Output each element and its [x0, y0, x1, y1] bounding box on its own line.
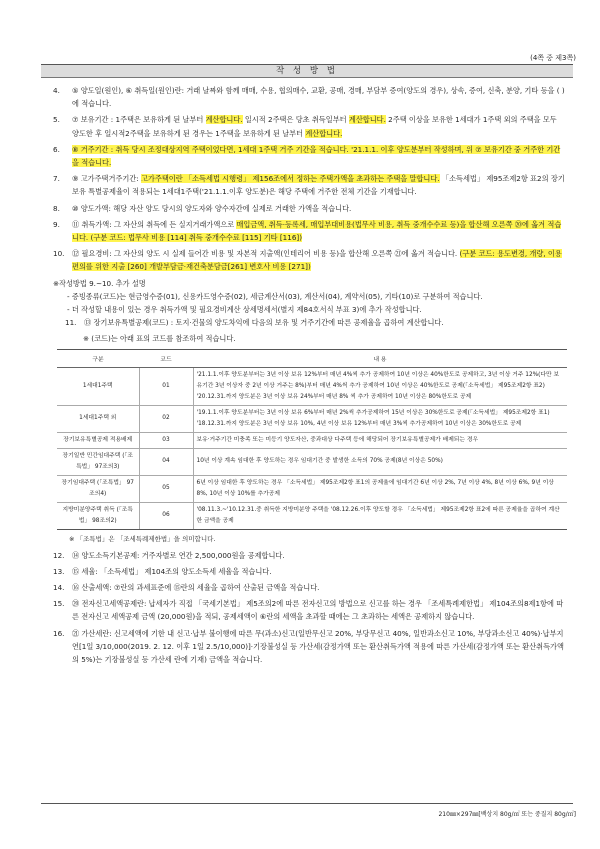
table-footnote: ※ 「조특법」은 「조세특례제한법」을 의미합니다. — [69, 534, 216, 543]
item-text: ⑬ 장기보유특별공제(코드) : 토지·건물의 양도차익에 다음의 보유 및 거주기간에 따른 공제율을 곱하여 계산합니다. — [84, 318, 444, 328]
content-cell: '08.11.3.~'10.12.31.중 취득한 지방미분양 주택을 '08.12.26.이후 양도할 경우 「소득세법」 제95조제2항 표2에 따른 공제율을 곱하여 계산한 금액을 공제 — [193, 502, 567, 529]
code-cell: 01 — [139, 367, 193, 405]
paper-spec-footer: 210㎜×297㎜[백상지 80g/㎡ 또는 중질지 80g/㎡] — [438, 811, 576, 818]
table-row — [57, 405, 567, 432]
column-header-code: 코드 — [139, 349, 193, 367]
instruction-item — [53, 143, 565, 169]
category-cell: 장기일반 민간임대주택 (「조특법」 97조의3) — [57, 448, 139, 475]
item-number: 8. — [53, 203, 60, 213]
table-row — [57, 367, 567, 405]
item-text — [72, 202, 565, 215]
instruction-item — [53, 247, 565, 273]
item-number: 4. — [53, 86, 60, 95]
instructions-body — [41, 78, 573, 666]
item-number: 15. — [53, 599, 65, 609]
table-row — [57, 475, 567, 502]
code-cell: 04 — [139, 448, 193, 475]
page-number: (4쪽 중 제3쪽) — [530, 54, 576, 62]
content-cell: 6년 이상 임대한 후 양도하는 경우 「소득세법」 제95조제2항 표1의 공제율에 임대기간 6년 이상 2%, 7년 이상 4%, 8년 이상 6%, 9년 이상 8%, 10년 이상 10%를 추가공제 — [193, 475, 567, 502]
instruction-item — [53, 113, 565, 139]
item-text-part: ⑤ 양도일(원인), ⑥ 취득일(원인)란: 거래 날짜와 함께 매매, 수용, 협의매수, 교환, 공매, 경매, 부담부 증여(양도의 경우), 상속, 증여, 신축, 분양, 기타 등을 ( )에 적습니다. — [72, 86, 565, 109]
item-number: 9. — [53, 219, 60, 229]
category-cell: 1세대1주택 외 — [57, 405, 139, 432]
highlighted-text: 계산합니다. — [305, 128, 343, 138]
instruction-item — [53, 549, 565, 562]
category-cell: 장기임대주택 (「조특법」 97조의4) — [57, 475, 139, 502]
instruction-item — [53, 202, 565, 215]
item-number: 14. — [53, 583, 65, 593]
extra-line-2: - 더 작성할 내용이 있는 경우 취득가액 및 필요경비계산 상세명세서(별지 제84호서식 부표 3)에 추가 작성합니다. — [67, 305, 422, 315]
content-cell: '19.1.1.이후 양도분부터는 3년 이상 보유 6%부터 매년 2%씩 추가공제하여 15년 이상은 30%한도로 공제(「소득세법」 제95조제2항 표1) '18.12.31.까지 양도분은 3년 이상 보유 10%, 4년 이상 보유 12%부터 매년 3%씩 추가공제하여 10년 이상은 30%한도로 공제 — [193, 405, 567, 432]
item-text-part: ⑫ 필요경비: 그 자산의 양도 시 실제 들어간 비용 및 자본적 지출액(인테리어 비용 등)을 합산해 오른쪽 ㉑에 옮겨 적습니다. — [72, 249, 460, 259]
item-text — [72, 143, 565, 169]
item-text-part: ⑪ 취득가액: 그 자산의 취득에 든 실지거래가액으로 — [72, 219, 237, 229]
instruction-item — [53, 581, 565, 594]
item-number: 13. — [53, 566, 65, 576]
instruction-item — [53, 597, 565, 623]
instruction-list — [53, 84, 565, 274]
instruction-item — [53, 627, 565, 667]
code-cell: 06 — [139, 502, 193, 529]
highlighted-text: ⑧ 거주기간 : 취득 당시 조정대상지역 주택이었다면, 1세대 1주택 거주 기간을 적습니다. '21.1.1. 이후 양도분부터 작성하며, 위 ⑦ 보유기간 중 거주한 기간을 적습니다. — [72, 144, 561, 168]
item-text — [72, 247, 565, 273]
item-text: ⑯ 산출세액: ⑦란의 과세표준에 ⑮란의 세율을 곱하여 산출된 금액을 적습니다. — [72, 583, 320, 593]
category-cell: 장기보유특별공제 적용배제 — [57, 432, 139, 448]
category-cell: 지방미분양주택 취득 (「조특법」 98조의2) — [57, 502, 139, 529]
content-cell: 10년 이상 계속 임대한 후 양도하는 경우 임대기간 중 발생한 소득의 70% 공제(8년 이상은 50%) — [193, 448, 567, 475]
instruction-item-11 — [65, 316, 565, 329]
table-row — [57, 432, 567, 448]
code-cell: 05 — [139, 475, 193, 502]
item-text: ⑮ 세율: 「소득세법」 제104조의 양도소득세 세율을 적습니다. — [72, 566, 272, 576]
instructions-sheet — [41, 64, 573, 804]
category-cell: 1세대1주택 — [57, 367, 139, 405]
item-number: 10. — [53, 249, 65, 259]
instruction-list-tail — [53, 549, 565, 667]
item-number: 11. — [65, 318, 77, 328]
highlighted-text: 매입금액, 취득·등록세, 매입부대비용(법무사 비용, 취득 중개수수료 등)을 합산해 오른쪽 ⑳에 옮겨 적습니다. (구분 코드: 법무사 비용 [114] 취득 중개수수료 [115] 기타 [116]) — [72, 219, 562, 243]
item-text-part: 일시적 2주택은 당초 취득일부터 — [242, 115, 349, 125]
table-row — [57, 448, 567, 475]
instruction-item — [53, 218, 565, 244]
highlighted-text: 계산합니다. — [348, 115, 386, 125]
table-row — [57, 502, 567, 529]
extra-title: ※작성방법 9.~10. 추가 설명 — [53, 278, 146, 288]
item-text-part: ⑦ 보유기간 : 1주택은 보유하게 된 날부터 — [72, 115, 206, 125]
section-title: 작 성 방 법 — [41, 65, 573, 78]
code-cell: 03 — [139, 432, 193, 448]
item-number: 6. — [53, 144, 60, 154]
instruction-item — [53, 84, 565, 110]
item-number: 16. — [53, 628, 65, 638]
item-text-part: ⑩ 양도가액: 해당 자산 양도 당시의 양도자와 양수자간에 실제로 거래한 가액을 적습니다. — [72, 203, 352, 213]
code-cell: 02 — [139, 405, 193, 432]
column-header-content: 내 용 — [193, 349, 567, 367]
item-text: ⑳ 전자신고세액공제란: 납세자가 직접 「국세기본법」 제5조의2에 따른 전자신고의 방법으로 신고를 하는 경우 「조세특례제한법」 제104조의8제1항에 따른 전자신고 세액공제 금액 (20,000원)을 적되, 공제세액이 ⑥란의 세액을 초과할 때에는 그 초과하는 세액은 공제하지 않습니다. — [72, 599, 564, 622]
item-number: 7. — [53, 174, 60, 184]
highlighted-text: 계산합니다. — [205, 115, 243, 125]
deduction-code-table — [57, 349, 567, 530]
item-text: ㉑ 가산세란: 신고세액에 기한 내 신고·납부 불이행에 따른 무(과소)신고(일반무신고 20%, 부당무신고 40%, 일반과소신고 10%, 부당과소신고 40%)·납부지연[1일 3/10,000(2019. 2. 12. 이후 1일 2.5/10,000)]·기장불성실 등 가산세(감정가액 또는 환산취득가액 적용에 따른 가산세(감정가액 또는 환산취득가액의 5%)는 기장불성실 등 가산세 란에 기재) 금액을 적습니다. — [72, 628, 564, 665]
instruction-item — [53, 565, 565, 578]
code-reference-note: ※ (코드)는 아래 표의 코드를 참조하여 적습니다. — [83, 334, 236, 344]
item-number: 5. — [53, 115, 60, 125]
content-cell: '21.1.1.이후 양도분부터는 3년 이상 보유 12%부터 매년 4%씩 추가 공제하여 10년 이상은 40%한도로 공제하고, 3년 이상 거주 12%(다만 보유기간 3년 이상자 중 2년 이상 거주는 8%)부터 매년 4%씩 추가 공제하여 10년 이상은 40%한도로 공제(「소득세법」 제95조제2항 표2) '20.12.31.까지 양도분은 3년 이상 보유 24%부터 매년 8% 씩 추가 공제하여 10년 이상은 80%한도로 공제 — [193, 367, 567, 405]
highlighted-text: (구분 코드: 용도변경, 개량, 이용편의를 위한 지출 [260] 개발부담금·재건축분담금[261] 변호사 비용 [271]) — [72, 249, 562, 272]
item-text: ⑭ 양도소득기본공제: 거주자별로 연간 2,500,000원을 공제합니다. — [72, 550, 285, 560]
item-text-part: 2주택 이상을 보유한 1세대가 1주택 외의 주택을 모두 양도한 후 일시적2주택을 보유하게 된 경우는 1주택을 보유하게 된 날부터 — [72, 115, 557, 138]
extra-line-1: - 증빙종류(코드)는 현금영수증(01), 신용카드영수증(02), 세금계산서(03), 계산서(04), 계약서(05), 기타(10)로 구분하여 적습니다. — [67, 291, 483, 301]
item-text-part: ⑨ 고가주택거주기간: — [72, 174, 141, 184]
item-text-part: 「소득세법」 제95조제2항 표2의 장기보유 특별공제율이 적용되는 1세대1주택('21.1.1.이후 양도분)은 해당 주택에 거주한 전체 기간을 기재합니다. — [72, 174, 565, 197]
instruction-item — [53, 172, 565, 198]
item-text — [72, 113, 565, 139]
item-text — [72, 218, 565, 244]
content-cell: 보유·거주기간 미충족 또는 미등기 양도자산, 중과대상 다주택 등에 해당되어 장기보유특별공제가 배제되는 경우 — [193, 432, 567, 448]
item-number: 12. — [53, 550, 65, 560]
item-text — [72, 172, 565, 198]
column-header-category: 구분 — [57, 349, 139, 367]
item-text — [72, 84, 565, 110]
highlighted-text: 고가주택이란 「소득세법 시행령」 제156조에서 정하는 주택가액을 초과하는 주택을 말합니다. — [140, 174, 440, 184]
